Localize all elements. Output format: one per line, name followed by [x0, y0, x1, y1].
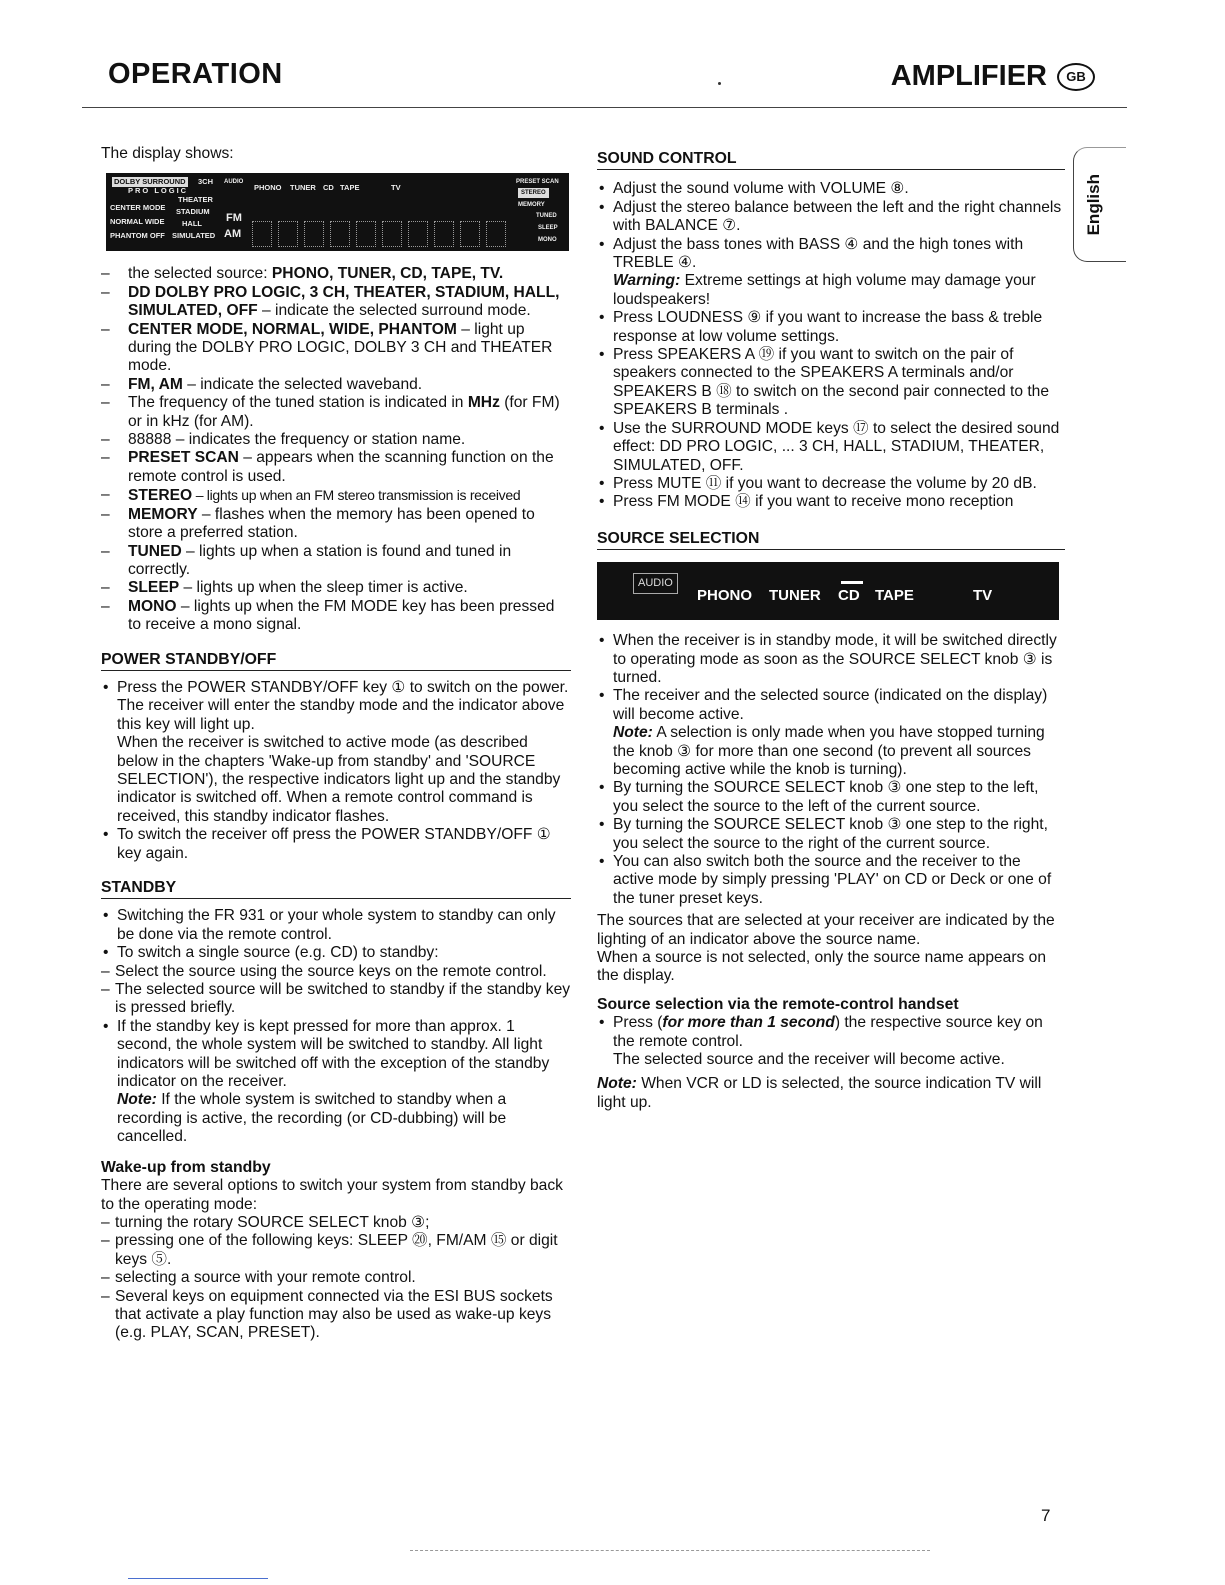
list-item: – FM, AM – indicate the selected waveband.	[101, 376, 571, 394]
lcd-hall: HALL	[182, 219, 202, 229]
lcd-segment	[460, 221, 480, 247]
header-dot	[718, 82, 721, 85]
source-display-image	[597, 562, 1059, 620]
lcd-stadium: STADIUM	[176, 207, 210, 217]
lcd-segment	[408, 221, 428, 247]
display-phono: PHONO	[697, 587, 753, 605]
list-item: • Press LOUDNESS ⑨ if you want to increase the bass & treble response at low volume settings.	[597, 309, 1065, 346]
display-intro: The display shows:	[101, 145, 234, 162]
section-title-text: AMPLIFIER	[890, 60, 1047, 92]
source-list	[597, 632, 1065, 908]
list-item: • You can also switch both the source and the receiver to the active mode by simply pressing 'PLAY' on CD or Deck or one of the tuner preset keys.	[597, 853, 1065, 908]
list-item: • To switch a single source (e.g. CD) to standby:	[101, 944, 571, 962]
display-tuner: TUNER	[769, 587, 821, 605]
lcd-center-mode: CENTER MODE	[110, 203, 166, 213]
list-item: – The selected source will be switched to standby if the standby key is pressed briefly.	[101, 981, 571, 1018]
language-tab	[1073, 147, 1126, 262]
lcd-tuner: TUNER	[290, 183, 316, 193]
lcd-mono: MONO	[538, 237, 557, 244]
list-item: – pressing one of the following keys: SLEEP ⑳, FM/AM ⑮ or digit keys ⑤.	[101, 1232, 571, 1269]
wakeup-list	[101, 1214, 571, 1343]
right-column	[597, 150, 1065, 1112]
standby-list-2	[101, 1018, 571, 1147]
lcd-segment	[278, 221, 298, 247]
lcd-fm: FM	[226, 212, 242, 225]
source-selection-heading: SOURCE SELECTION	[597, 530, 1065, 550]
page-title: OPERATION	[108, 58, 283, 90]
lcd-segment	[356, 221, 376, 247]
lcd-simulated: SIMULATED	[172, 231, 216, 241]
list-item: – TUNED – lights up when a station is found and tuned in correctly.	[101, 543, 571, 580]
lcd-segment	[252, 221, 272, 247]
list-item: – selecting a source with your remote control.	[101, 1269, 571, 1287]
list-item: • Use the SURROUND MODE keys ⑰ to select the desired sound effect: DD PRO LOGIC, ... 3 CH, HALL, STADIUM, THEATER, SIMULATED, OFF.	[597, 420, 1065, 475]
cd-indicator-bar	[841, 581, 863, 584]
list-item: – SLEEP – lights up when the sleep timer is active.	[101, 579, 571, 597]
display-audio: AUDIO	[633, 573, 678, 593]
list-item: • If the standby key is kept pressed for more than approx. 1 second, the whole system will be switched to standby. All light indicators will be switched off with the exception of the standby indicator on the receiver. Note: If the whole system is switched to standby when a recording is active, the recording (or CD-dubbing) will be cancelled.	[101, 1018, 571, 1147]
wakeup-heading: Wake-up from standby	[101, 1158, 271, 1176]
lcd-memory: MEMORY	[518, 202, 545, 209]
source-paragraph-1: The sources that are selected at your receiver are indicated by the lighting of an indicator above the source name.	[597, 912, 1055, 948]
list-item: • Press SPEAKERS A ⑲ if you want to switch on the pair of speakers connected to the SPEAKERS A terminals and/or SPEAKERS B ⑱ to switch on the second pair connected to the SPEAKERS B terminals .	[597, 346, 1065, 420]
list-item: • Adjust the stereo balance between the left and the right channels with BALANCE ⑦.	[597, 199, 1065, 236]
footer-rule	[410, 1550, 930, 1551]
power-standby-heading: POWER STANDBY/OFF	[101, 651, 571, 671]
page-number: 7	[1041, 1506, 1051, 1525]
lcd-tuned: TUNED	[536, 213, 557, 220]
list-item: • By turning the SOURCE SELECT knob ③ one step to the left, you select the source to the left of the current source.	[597, 779, 1065, 816]
lcd-segment	[382, 221, 402, 247]
list-item: – DD DOLBY PRO LOGIC, 3 CH, THEATER, STADIUM, HALL, SIMULATED, OFF – indicate the selected surround mode.	[101, 284, 571, 321]
remote-list	[597, 1014, 1065, 1069]
list-item: • Switching the FR 931 or your whole system to standby can only be done via the remote control.	[101, 907, 571, 944]
lcd-pro-logic: PRO LOGIC	[128, 186, 189, 196]
sound-control-heading: SOUND CONTROL	[597, 150, 1065, 170]
header-rule	[82, 107, 1127, 108]
lcd-cd: CD	[323, 183, 334, 193]
list-item: • Press the POWER STANDBY/OFF key ① to switch on the power. The receiver will enter the standby mode and the indicator above this key will light up. When the receiver is switched to active mode (as described below in the chapters 'Wake-up from standby' and 'SOURCE SELECTION'), the respective indicators light up and the standby indicator is switched off. When a remote control command is received, this standby indicator flashes.	[101, 679, 571, 826]
list-item: – Select the source using the source keys on the remote control.	[101, 963, 571, 981]
lcd-audio: AUDIO	[224, 179, 244, 186]
left-column	[101, 145, 571, 1343]
list-item: – The frequency of the tuned station is indicated in MHz (for FM) or in kHz (for AM).	[101, 394, 571, 431]
list-item: – 88888 – indicates the frequency or station name.	[101, 431, 571, 449]
lcd-am: AM	[224, 228, 242, 241]
wakeup-intro: There are several options to switch your system from standby back to the operating mode:	[101, 1177, 563, 1213]
final-note: Note: When VCR or LD is selected, the source indication TV will light up.	[597, 1075, 1042, 1111]
display-tape: TAPE	[875, 587, 914, 605]
lcd-theater: THEATER	[178, 195, 213, 205]
language-tab-label: English	[1084, 174, 1103, 236]
gb-badge-icon: GB	[1057, 63, 1095, 91]
list-item: – turning the rotary SOURCE SELECT knob ③;	[101, 1214, 571, 1232]
display-tv: TV	[973, 587, 993, 605]
lcd-dolby: DOLBY SURROUND	[114, 177, 186, 187]
display-items-list	[101, 265, 571, 634]
list-item: • To switch the receiver off press the POWER STANDBY/OFF ① key again.	[101, 826, 571, 863]
lcd-phono: PHONO	[254, 183, 282, 193]
list-item: – Several keys on equipment connected via the ESI BUS sockets that activate a play function may also be used as wake-up keys (e.g. PLAY, SCAN, PRESET).	[101, 1288, 571, 1343]
sound-list	[597, 180, 1065, 511]
power-list	[101, 679, 571, 863]
lcd-stereo: STEREO	[518, 188, 549, 198]
footer-blue-line	[128, 1578, 268, 1579]
lcd-normal-wide: NORMAL WIDE	[110, 217, 165, 227]
lcd-display-image	[106, 173, 569, 251]
list-item: • By turning the SOURCE SELECT knob ③ one step to the right, you select the source to the right of the current source.	[597, 816, 1065, 853]
lcd-sleep: SLEEP	[538, 225, 558, 232]
source-paragraph-2: When a source is not selected, only the source name appears on the display.	[597, 949, 1047, 985]
standby-list	[101, 907, 571, 962]
lcd-tv: TV	[391, 183, 401, 193]
standby-dash-list	[101, 963, 571, 1018]
list-item: – the selected source: PHONO, TUNER, CD, TAPE, TV.	[101, 265, 571, 283]
lcd-3ch: 3CH	[198, 177, 214, 187]
remote-selection-heading: Source selection via the remote-control handset	[597, 995, 959, 1013]
lcd-segment	[486, 221, 506, 247]
list-item: • Press FM MODE ⑭ if you want to receive mono reception	[597, 493, 1065, 511]
lcd-segment	[434, 221, 454, 247]
lcd-segment	[304, 221, 324, 247]
lcd-preset-scan: PRESET SCAN	[516, 179, 559, 186]
list-item: • Adjust the bass tones with BASS ④ and the high tones with TREBLE ④. Warning: Extreme settings at high volume may damage your loudspeakers!	[597, 236, 1065, 310]
list-item: • Press MUTE ⑪ if you want to decrease the volume by 20 dB.	[597, 475, 1065, 493]
lcd-tape: TAPE	[340, 183, 360, 193]
list-item: – PRESET SCAN – appears when the scanning function on the remote control is used.	[101, 449, 571, 486]
list-item: • Press (for more than 1 second) the respective source key on the remote control. The selected source and the receiver will become active.	[597, 1014, 1065, 1069]
list-item: • The receiver and the selected source (indicated on the display) will become active. Note: A selection is only made when you have stopped turning the knob ③ for more than one second (to prevent all sources becoming active while the knob is turning).	[597, 687, 1065, 779]
standby-heading: STANDBY	[101, 879, 571, 899]
lcd-phantom-off: PHANTOM OFF	[110, 231, 165, 241]
list-item: – CENTER MODE, NORMAL, WIDE, PHANTOM – light up during the DOLBY PRO LOGIC, DOLBY 3 CH and THEATER mode.	[101, 321, 571, 376]
list-item: • Adjust the sound volume with VOLUME ⑧.	[597, 180, 1065, 198]
display-cd: CD	[838, 587, 860, 605]
list-item: – MEMORY – flashes when the memory has been opened to store a preferred station.	[101, 506, 571, 543]
section-title	[891, 60, 1095, 93]
list-item: – MONO – lights up when the FM MODE key has been pressed to receive a mono signal.	[101, 598, 571, 635]
list-item: – STEREO – lights up when an FM stereo transmission is received	[101, 486, 571, 505]
list-item: • When the receiver is in standby mode, it will be switched directly to operating mode as soon as the SOURCE SELECT knob ③ is turned.	[597, 632, 1065, 687]
lcd-segment	[330, 221, 350, 247]
